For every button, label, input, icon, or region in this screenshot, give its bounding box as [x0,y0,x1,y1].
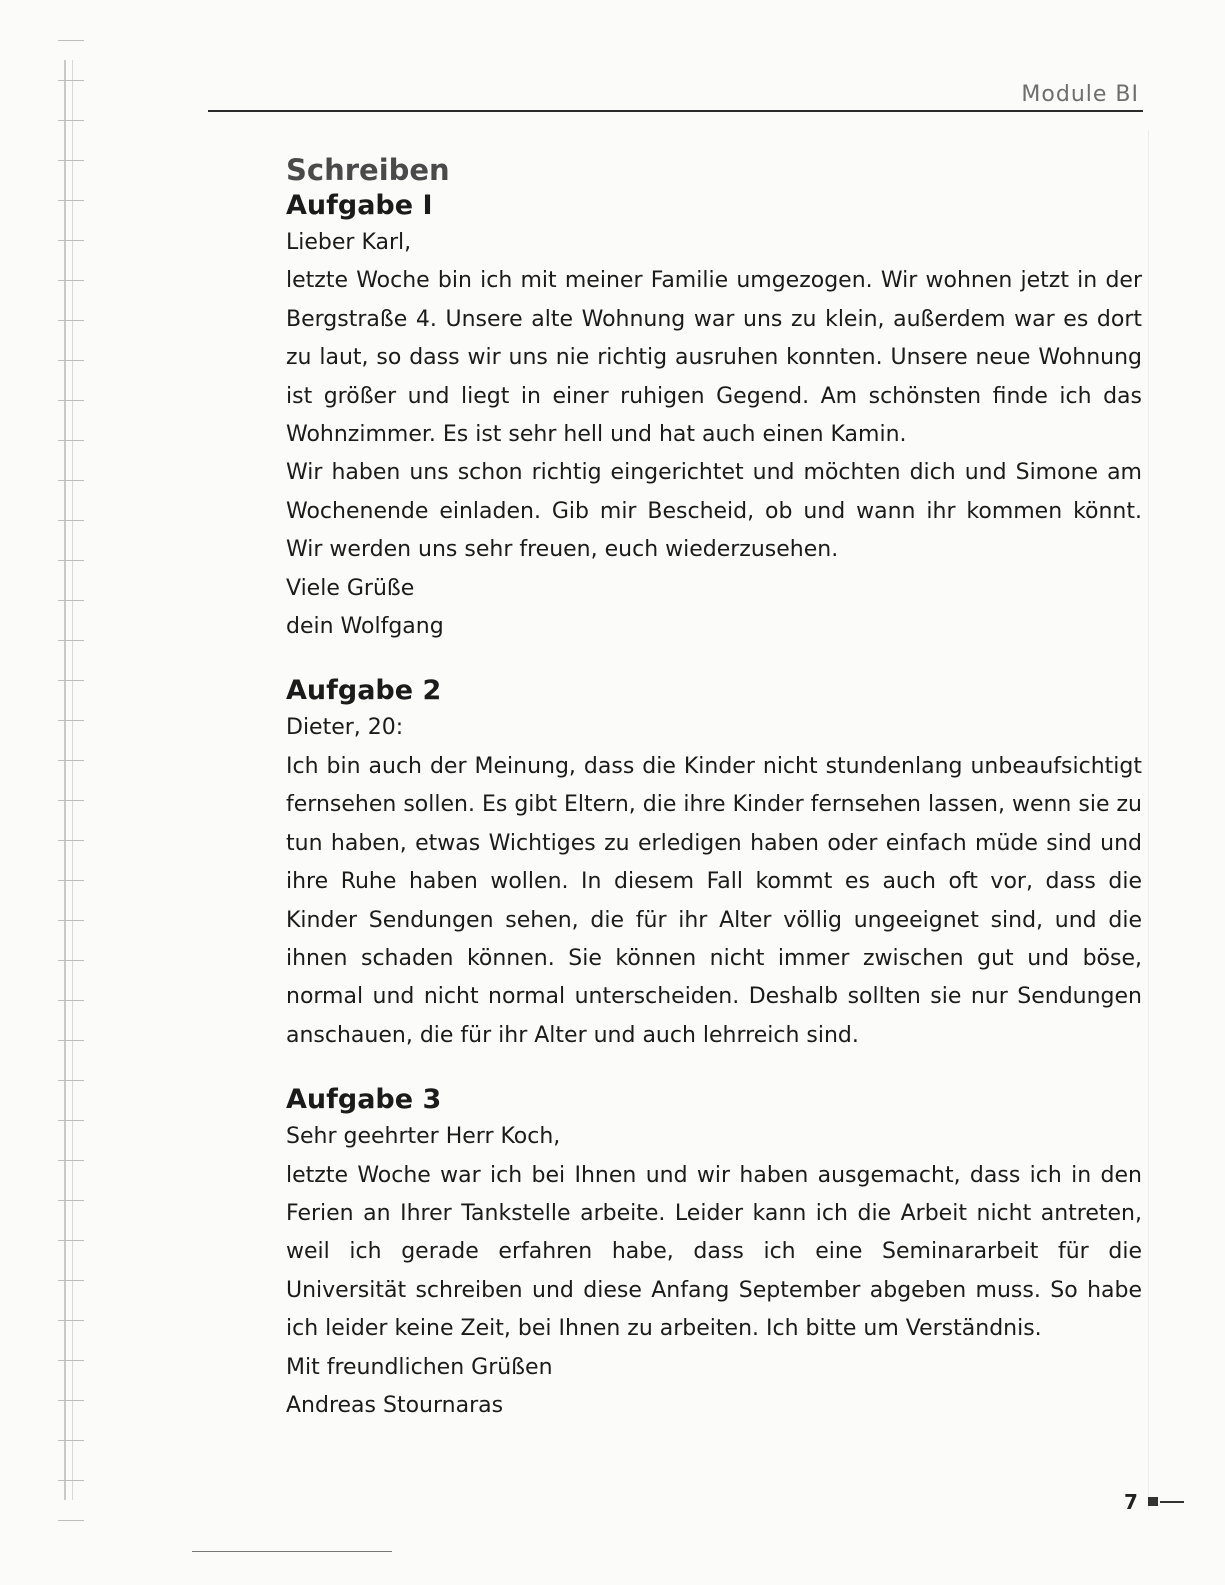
task-2 [286,673,1142,1055]
task-1-greeting: Lieber Karl, [286,230,412,255]
binding-tick [58,640,84,641]
binding-spine [64,60,73,1500]
show-through-edge [1148,130,1219,1510]
binding-tick [58,1400,84,1401]
page-marker-line [1160,1501,1184,1503]
task-3-paragraph: letzte Woche war ich bei Ihnen und wir haben ausgemacht, dass ich in den Ferien an Ihrer Tankstelle arbeite. Leider kann ich die Arbeit nicht antreten, weil ich gerade erfahren habe, dass ich eine Seminararbeit für die Universität schreiben und diese Anfang September abgeben muss. So habe ich leider keine Zeit, bei Ihnen zu arbeiten. Ich bitte um Verständnis. [286,1162,1142,1342]
binding-tick [58,240,84,241]
task-3-greeting: Sehr geehrter Herr Koch, [286,1124,561,1150]
binding-tick [58,360,84,361]
binding-tick [58,1160,84,1161]
binding-tick [58,680,84,681]
binding-edge [0,0,150,1585]
binding-tick [58,160,84,161]
binding-tick [58,720,84,721]
binding-tick [58,120,84,121]
task-2-speaker: Dieter, 20: [286,715,404,741]
task-3-closing: Mit freundlichen Grüßen [286,1354,553,1380]
binding-tick [58,1280,84,1281]
page-marker-square [1148,1497,1158,1506]
module-label: Module BI [1021,82,1139,107]
binding-tick [58,1200,84,1201]
binding-tick [58,400,84,401]
binding-tick [58,840,84,841]
binding-tick [58,80,84,81]
binding-tick [58,440,84,441]
binding-tick [58,560,84,561]
task-2-paragraph: Ich bin auch der Meinung, dass die Kinder nicht stundenlang unbeaufsichtigt fernsehen sollen. Es gibt Eltern, die ihre Kinder fernsehen lassen, wenn sie zu tun haben, etwas Wichtiges zu erledigen haben oder einfach müde sind und ihre Ruhe haben wollen. In diesem Fall kommt es auch oft vor, dass die Kinder Sendungen sehen, die für ihr Alter völlig ungeeignet sind, und die ihnen schaden können. Sie können nicht immer zwischen gut und böse, normal und nicht normal unterscheiden. Deshalb sollten sie nur Sendungen anschauen, die für ihr Alter und auch lehrreich sind. [286,753,1142,1048]
task-1-paragraph-2: Wir haben uns schon richtig eingerichtet und möchten dich und Simone am Wochenende einladen. Gib mir Bescheid, ob und wann ihr kommen könnt. Wir werden uns sehr freuen, euch wiederzusehen. [286,460,1142,563]
binding-tick [58,880,84,881]
binding-tick [58,1040,84,1041]
binding-tick [58,1480,84,1481]
task-3-signature: Andreas Stournaras [286,1392,504,1418]
binding-tick [58,600,84,601]
binding-tick [58,40,84,41]
section-title: Schreiben [286,153,450,187]
task-3 [286,1082,1142,1425]
task-1-signature: dein Wolfgang [286,614,444,640]
binding-tick [58,1360,84,1361]
binding-tick [58,800,84,801]
binding-tick [58,1240,84,1241]
binding-tick [58,1000,84,1001]
page-content [286,152,1142,1452]
binding-tick [58,520,84,521]
binding-tick [58,760,84,761]
task-3-title: Aufgabe 3 [286,1084,442,1116]
task-1-closing: Viele Grüße [286,575,415,601]
task-2-title: Aufgabe 2 [286,675,442,707]
task-1-title: Aufgabe I [286,190,433,221]
binding-tick [58,960,84,961]
binding-tick [58,1080,84,1081]
binding-tick [58,920,84,921]
binding-tick [58,320,84,321]
bottom-rule [192,1551,392,1552]
binding-tick [58,1440,84,1441]
task-1 [286,188,1142,646]
binding-tick [58,200,84,201]
page-number: 7 [1124,1490,1138,1514]
binding-tick [58,1120,84,1121]
binding-tick [58,480,84,481]
binding-tick [58,1320,84,1321]
binding-tick [58,280,84,281]
binding-tick [58,1520,84,1521]
task-1-paragraph-1: letzte Woche bin ich mit meiner Familie umgezogen. Wir wohnen jetzt in der Bergstraße 4. Unsere alte Wohnung war uns zu klein, außerdem war es dort zu laut, so dass wir uns nie richtig ausruhen konnten. Unsere neue Wohnung ist größer und liegt in einer ruhigen Gegend. Am schönsten finde ich das Wohnzimmer. Es ist sehr hell und hat auch einen Kamin. [286,268,1142,448]
header-rule [208,110,1143,112]
